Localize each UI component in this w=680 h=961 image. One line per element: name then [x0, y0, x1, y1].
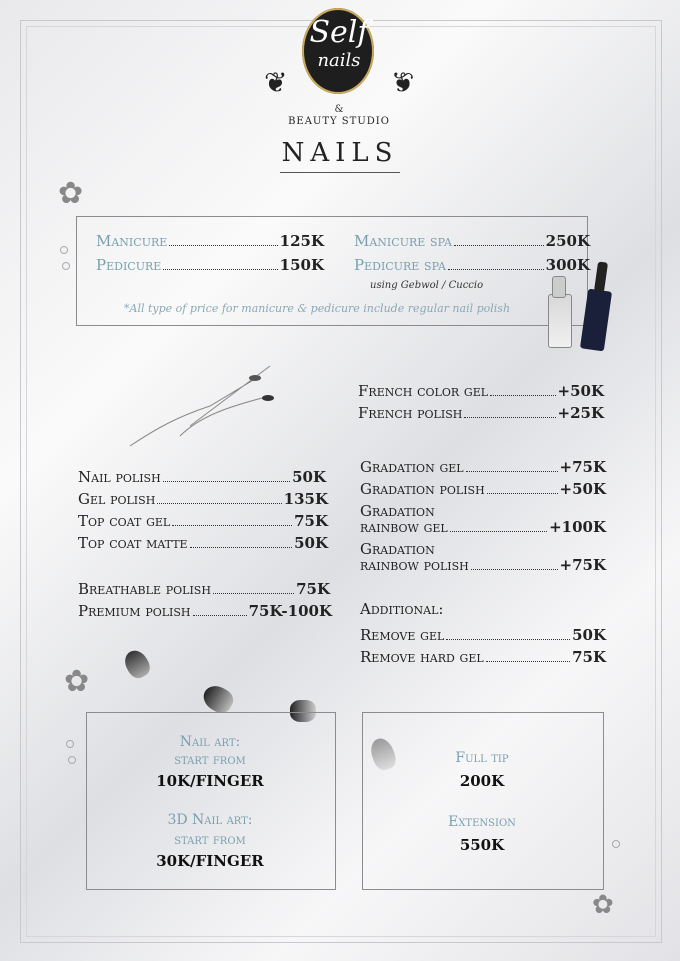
bubble-icon	[68, 756, 76, 764]
nail-art-price: 10K/FINGER	[156, 772, 264, 790]
bubble-icon	[612, 840, 620, 848]
price-row: rainbow polish +75K	[360, 556, 606, 574]
polish-bottle-icon	[548, 294, 572, 348]
bubble-icon	[66, 740, 74, 748]
price-row: Manicure spa 250K	[354, 232, 590, 250]
price-row: French color gel +50K	[358, 382, 604, 400]
3d-nail-art-sub: start from	[174, 832, 246, 848]
price-row: French polish +25K	[358, 404, 604, 422]
price-row: Breathable polish 75K	[78, 580, 330, 598]
logo	[264, 6, 414, 130]
page-title: NAILS	[281, 138, 399, 168]
price-row: Gel polish 135K	[78, 490, 328, 508]
laurel-left-icon: ❦	[264, 66, 288, 99]
additional-heading: Additional:	[360, 600, 444, 618]
price-row: Pedicure 150K	[96, 256, 324, 274]
full-tip-price: 200K	[459, 772, 505, 790]
bottle-cap-icon	[552, 276, 566, 298]
logo-text-self: Self	[309, 15, 369, 50]
price-row: Gradation gel +75K	[360, 458, 606, 476]
extension-title: Extension	[448, 814, 516, 830]
hand-sketch-icon	[120, 356, 280, 456]
flower-icon: ✿	[592, 890, 614, 920]
price-row: Top coat gel 75K	[78, 512, 328, 530]
price-row: Remove gel 50K	[360, 626, 606, 644]
3d-nail-art-title: 3D Nail art:	[167, 812, 253, 828]
title-underline	[280, 172, 400, 173]
price-row: Nail polish 50K	[78, 468, 326, 486]
price-row-label: Gradation	[360, 502, 435, 520]
logo-text-nails: nails	[317, 50, 361, 71]
price-row: Gradation polish +50K	[360, 480, 606, 498]
nail-art-title: Nail art:	[179, 734, 241, 750]
bubble-icon	[60, 246, 68, 254]
logo-subtitle: BEAUTY STUDIO	[288, 116, 390, 127]
brand-note: using Gebwol / Cuccio	[370, 280, 484, 291]
price-row: Top coat matte 50K	[78, 534, 328, 552]
flower-icon: ✿	[64, 664, 90, 699]
full-tip-title: Full tip	[455, 750, 509, 766]
logo-ampersand: &	[334, 104, 344, 115]
price-row: Remove hard gel 75K	[360, 648, 606, 666]
price-row-label: Gradation	[360, 540, 435, 558]
bubble-icon	[62, 262, 70, 270]
price-row: Premium polish 75K-100K	[78, 602, 332, 620]
flower-icon: ✿	[58, 176, 84, 211]
price-note: *All type of price for manicure & pedicure include regular nail polish	[124, 302, 511, 315]
3d-nail-art-price: 30K/FINGER	[156, 852, 264, 870]
price-row: Pedicure spa 300K	[354, 256, 590, 274]
price-row: Manicure 125K	[96, 232, 324, 250]
tip-extension-box	[362, 712, 604, 890]
laurel-right-icon: ❦	[390, 66, 414, 99]
nail-art-sub: start from	[174, 752, 246, 768]
price-row: rainbow gel +100K	[360, 518, 606, 536]
extension-price: 550K	[459, 836, 505, 854]
